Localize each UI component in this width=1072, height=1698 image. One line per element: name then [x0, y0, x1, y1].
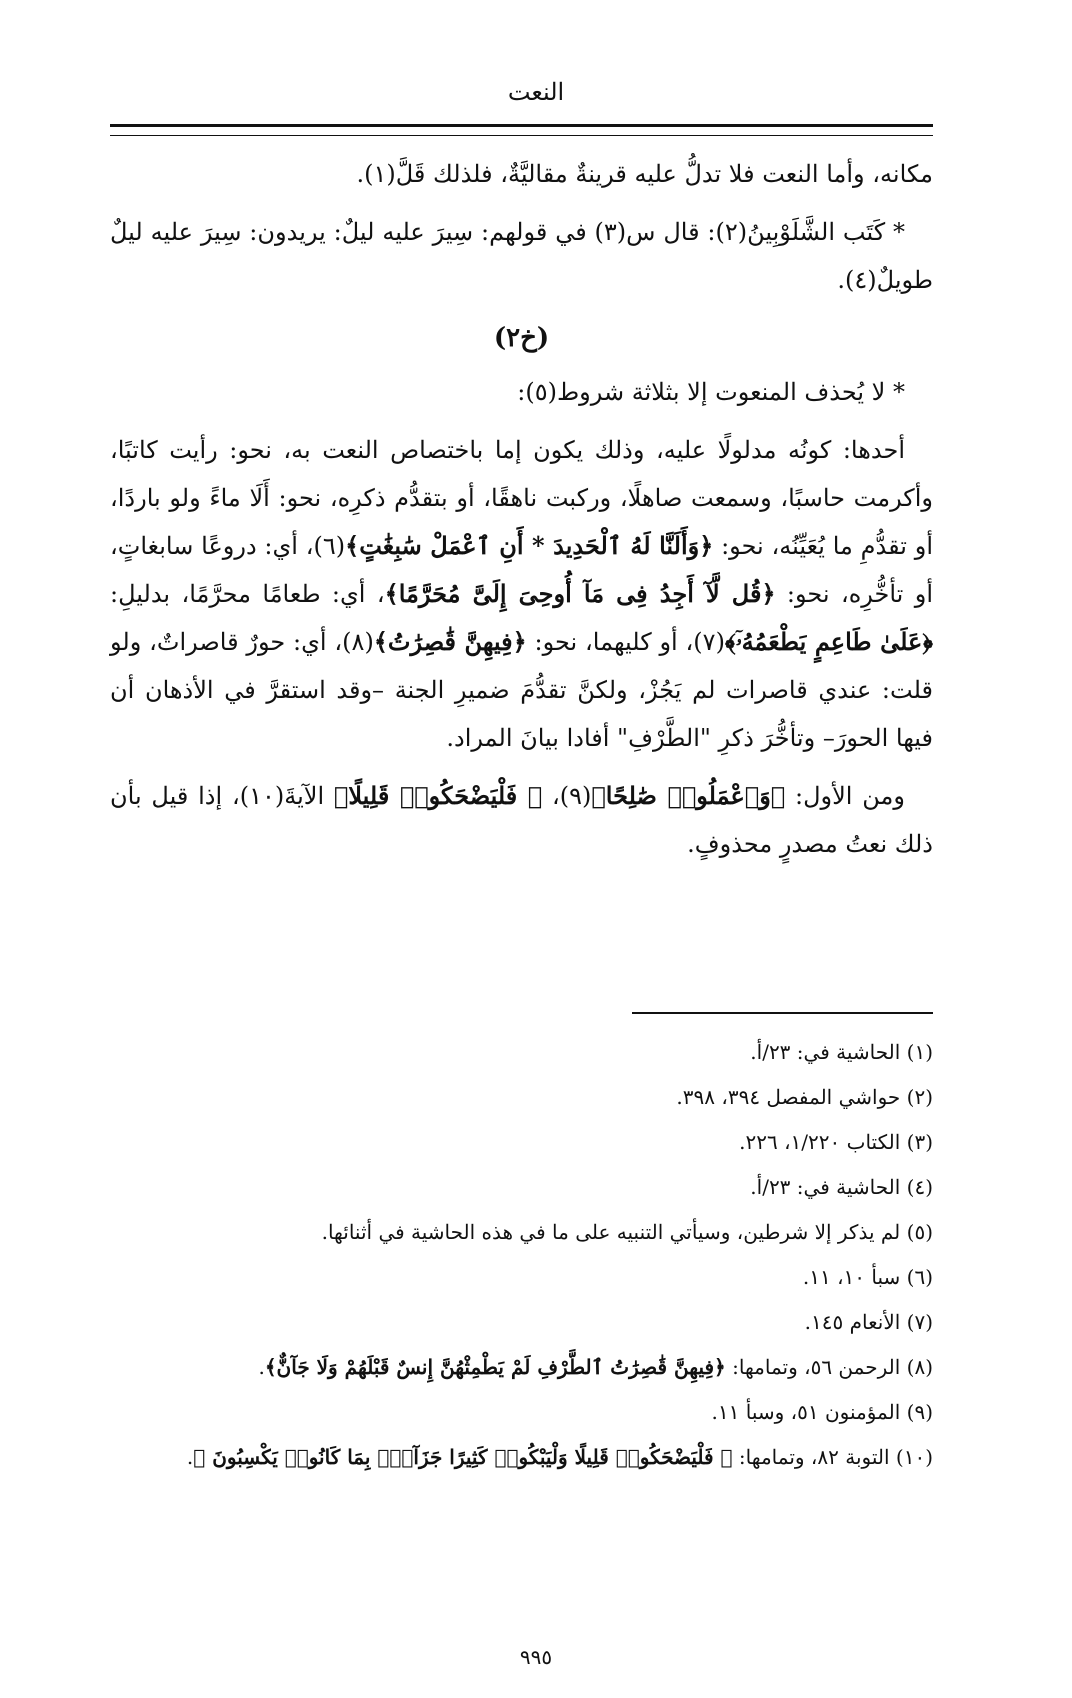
footnote-9: (٩) المؤمنون ٥١، وسبأ ١١.	[711, 1400, 933, 1424]
quran-verse: ﴿وَٱعْمَلُوا۟ صَٰلِحًا﴾	[591, 781, 786, 810]
footnote-10	[110, 1435, 933, 1480]
footnote-6: (٦) سبأ ١٠، ١١.	[802, 1265, 933, 1289]
footnote-5: (٥) لم يذكر إلا شرطين، وسيأتي التنبيه على ما في هذه الحاشية في أثنائها.	[321, 1220, 933, 1244]
footnote-1: (١) الحاشية في: ٢٣/أ.	[750, 1040, 933, 1064]
paragraph-4	[110, 426, 933, 762]
quran-verse: ﴿ فَلْيَضْحَكُوا۟ قَلِيلًا﴾	[333, 781, 543, 810]
section-heading: (خ٢)	[493, 323, 550, 353]
footnote-7: (٧) الأنعام ١٤٥.	[804, 1310, 933, 1334]
text-run: (٨)، أي: حورٌ قاصراتٌ، ولو قلت: عندي قاصرات لم يَجُزْ، ولكنَّ تقدُّمَ ضميرِ الجنة –وقد استقرَّ في الأذهان أن فيها الحورَ– وتأخُّرَ ذكرِ "الطَّرْفِ" أفادا بيانَ المراد.	[110, 628, 933, 752]
text-run: ومن الأول:	[785, 782, 905, 810]
footnote-text: (٨) الرحمن ٥٦، وتمامها:	[725, 1355, 933, 1379]
footnote-quran: ﴿فِيهِنَّ قَٰصِرَٰتُ ٱلطَّرْفِ لَمْ يَطْمِثْهُنَّ إِنسٌ قَبْلَهُمْ وَلَا جَآنٌّ﴾	[264, 1355, 726, 1379]
text-run: أحدها: كونُه مدلولًا عليه، وذلك يكون إما باختصاص النعت به، نحو: رأيت كاتبًا، وأكرمت حاسبًا، وسمعت صاهلًا، وركبت ناهقًا، أو بتقدُّم ذكرِه، نحو: أَلَا ماءً ولو باردًا، أو تقدُّمِ ما يُعَيِّنُه، نحو:	[110, 436, 934, 560]
page-number: ٩٩٥	[519, 1645, 553, 1669]
text-run: الآيةَ(١٠)، إذا قيل بأن ذلك نعتُ مصدرٍ محذوفٍ.	[110, 782, 933, 858]
footnotes	[110, 1030, 933, 1480]
quran-verse: ﴿قُل لَّآ أَجِدُ فِى مَآ أُوحِىَ إِلَىَّ مُحَرَّمًا﴾	[384, 579, 776, 608]
paragraph-5	[110, 772, 933, 868]
quran-verse: ﴿فِيهِنَّ قَٰصِرَٰتُ﴾	[373, 627, 527, 656]
running-header: النعت	[507, 78, 565, 106]
text-run: (٧)، أو كليهما، نحو:	[526, 628, 725, 656]
footnote-text: (١٠) التوبة ٨٢، وتمامها:	[732, 1445, 933, 1469]
text-run: (٦)، أي: دروعًا سابغاتٍ، أو تأخُّرِه، نحو:	[110, 532, 933, 608]
quran-verse: ﴿عَلَىٰ طَاعِمٍ يَطْعَمُهُۥٓ﴾	[724, 627, 933, 656]
footnote-quran: ﴿ فَلْيَضْحَكُوا۟ قَلِيلًا وَلْيَبْكُوا۟ كَثِيرًا جَزَآءًۢ بِمَا كَانُوا۟ يَكْسِبُونَ ﴾	[193, 1445, 733, 1469]
paragraph-1: مكانه، وأما النعت فلا تدلُّ عليه قرينةٌ مقاليَّةٌ، فلذلك قَلَّ(١).	[356, 160, 933, 188]
footnote-8	[110, 1345, 933, 1390]
header-rule-thick	[110, 124, 933, 127]
paragraph-3: * لا يُحذف المنعوت إلا بثلاثة شروط(٥):	[517, 378, 905, 406]
quran-verse: ﴿وَأَلَنَّا لَهُ ٱلْحَدِيدَ * أَنِ ٱعْمَلْ سَٰبِغَٰتٍ﴾	[345, 531, 714, 560]
header-rule-thin	[110, 135, 933, 136]
footnote-separator	[632, 1012, 933, 1014]
footnote-2: (٢) حواشي المفصل ٣٩٤، ٣٩٨.	[676, 1085, 933, 1109]
footnote-3: (٣) الكتاب ١/٢٢٠، ٢٢٦.	[739, 1130, 933, 1154]
footnote-end: .	[258, 1355, 265, 1379]
text-run: (٩)،	[542, 782, 592, 810]
main-text	[110, 150, 933, 878]
paragraph-2: * كَتَب الشَّلَوْبِينُ(٢): قال س(٣) في قولهم: سِيرَ عليه ليلٌ: يريدون: سِيرَ عليه ليلٌ طويلٌ(٤).	[110, 218, 933, 294]
footnote-end: .	[186, 1445, 194, 1469]
footnote-4: (٤) الحاشية في: ٢٣/أ.	[750, 1175, 933, 1199]
text-run: ، أي: طعامًا محرَّمًا، بدليلِ:	[110, 580, 385, 608]
